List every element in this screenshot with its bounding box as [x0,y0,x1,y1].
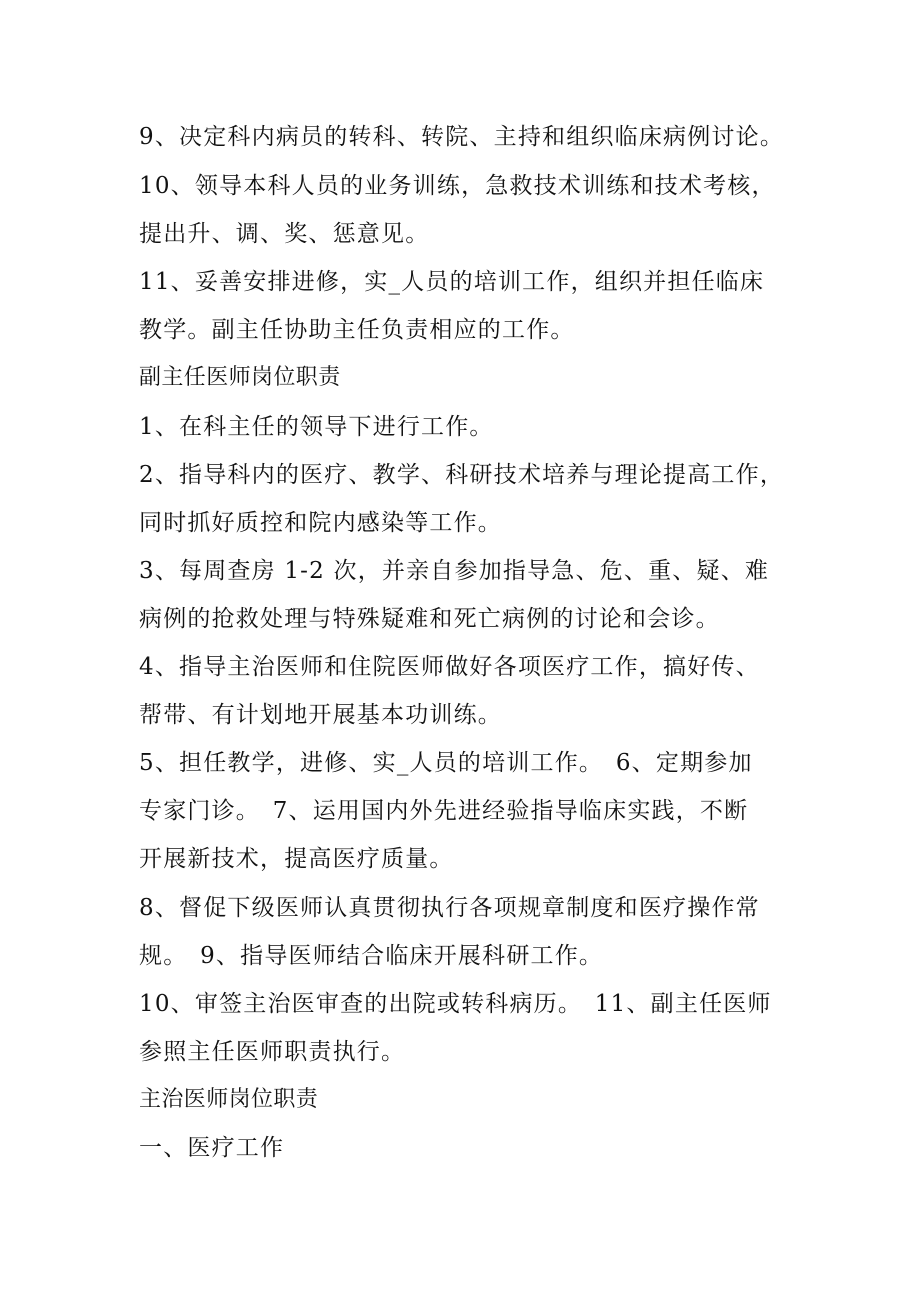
text-line: 10、领导本科人员的业务训练，急救技术训练和技术考核， [139,173,776,199]
text-line: 9、决定科内病员的转科、转院、主持和组织临床病例讨论。 [139,124,785,150]
text-line: 11、妥善安排进修，实_人员的培训工作，组织并担任临床 [139,269,765,295]
text-line: 10、审签主治医审查的出院或转科病历。 11、副主任医师 [139,991,772,1017]
text-line: 病例的抢救处理与特殊疑难和死亡病例的讨论和会诊。 [139,606,720,632]
text-line: 教学。副主任协助主任负责相应的工作。 [139,317,575,343]
text-line: 3、每周查房 1-2 次，并亲自参加指导急、危、重、疑、难 [139,558,770,584]
section-heading: 主治医师岗位职责 [139,1087,319,1112]
section-heading: 副主任医师岗位职责 [139,365,341,390]
text-line: 1、在科主任的领导下进行工作。 [139,414,494,440]
text-line: 同时抓好质控和院内感染等工作。 [139,510,502,536]
text-line: 专家门诊。 7、运用国内外先进经验指导临床实践，不断 [139,798,749,824]
text-line: 2、指导科内的医疗、教学、科研技术培养与理论提高工作， [139,462,785,488]
text-line: 8、督促下级医师认真贯彻执行各项规章制度和医疗操作常 [139,895,760,921]
text-line: 4、指导主治医师和住院医师做好各项医疗工作，搞好传、 [139,654,760,680]
text-line: 帮带、有计划地开展基本功训练。 [139,702,502,728]
text-line: 提出升、调、奖、惩意见。 [139,221,430,247]
text-line: 5、担任教学，进修、实_人员的培训工作。 6、定期参加 [139,750,753,776]
text-line: 规。 9、指导医师结合临床开展科研工作。 [139,943,604,969]
text-line: 开展新技术，提高医疗质量。 [139,846,454,872]
text-line: 参照主任医师职责执行。 [139,1039,406,1065]
text-line: 一、医疗工作 [139,1135,285,1161]
